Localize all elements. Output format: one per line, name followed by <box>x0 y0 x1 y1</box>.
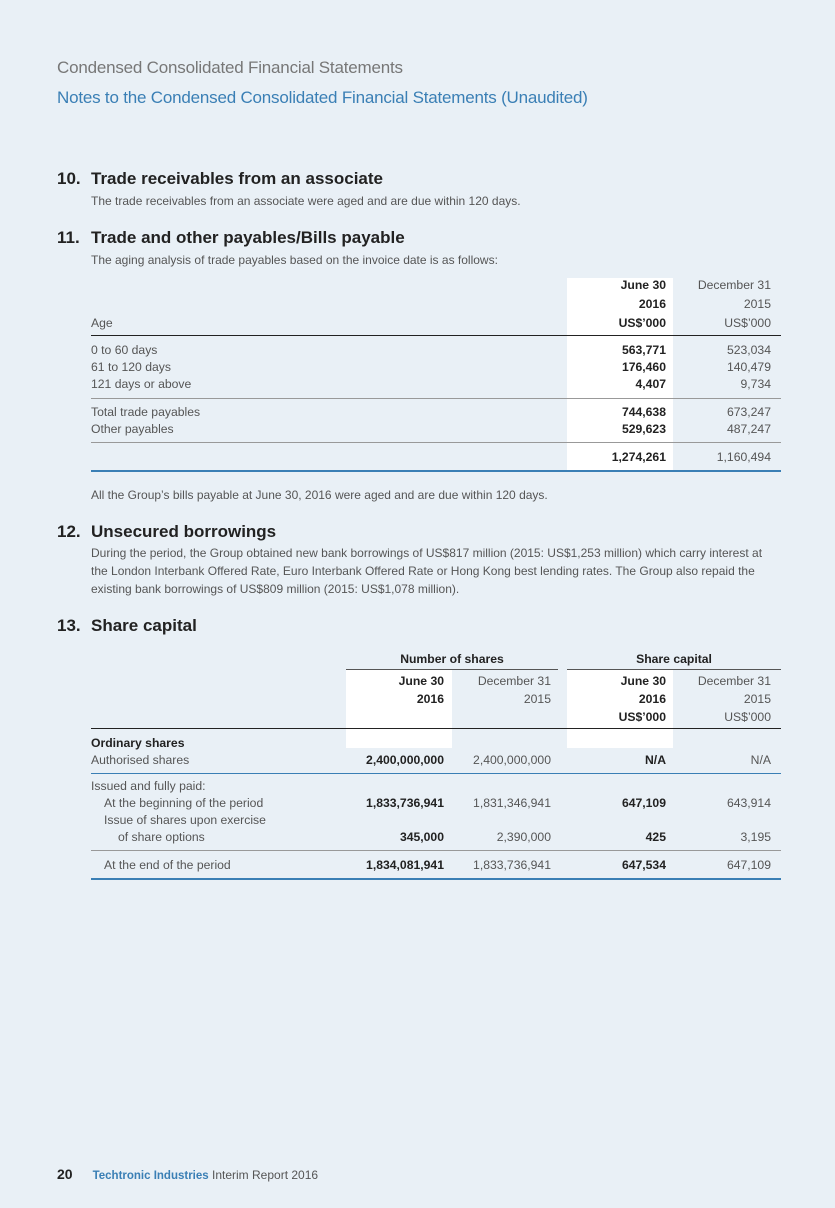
table-row: of share options 345,000 2,390,000 425 3,195 <box>118 830 771 844</box>
row-rule <box>91 398 781 399</box>
section-11-text: The aging analysis of trade payables based on the invoice date is as follows: <box>91 253 498 267</box>
row-rule <box>91 773 781 774</box>
table-row: Issued and fully paid: <box>91 779 206 793</box>
group-header-row: Number of shares Share capital <box>400 652 712 666</box>
total-rule <box>91 470 781 472</box>
page-number: 20 <box>57 1166 73 1182</box>
company-name: Techtronic Industries <box>92 1170 209 1182</box>
section-11-note: All the Group’s bills payable at June 30, 2016 were aged and are due within 120 days. <box>91 488 548 502</box>
table-row: 61 to 120 days 176,460 140,479 <box>91 360 771 374</box>
row-rule <box>91 850 781 851</box>
section-heading-11: 11. Trade and other payables/Bills payable <box>57 228 405 247</box>
report-name: Interim Report 2016 <box>208 1168 319 1182</box>
group-rule <box>346 669 558 670</box>
section-heading-12: 12. Unsecured borrowings <box>57 522 277 541</box>
section-12-text: During the period, the Group obtained new bank borrowings of US$817 million (2015: US$1,253 million) which carry interest at the London Interbank Offered Rate, Euro Interbank Offered Rate or Hong Kong best lending rates. The Group also repaid the existing bank borrowings of US$809 million (2015: US$1,078 million). <box>91 546 763 596</box>
row-rule <box>91 442 781 443</box>
table-header-row: June 30 December 31 <box>620 278 771 292</box>
section-heading-10: 10. Trade receivables from an associate <box>57 169 383 188</box>
section-10-text: The trade receivables from an associate were aged and are due within 120 days. <box>91 194 521 208</box>
table-row: Other payables 529,623 487,247 <box>91 422 771 436</box>
section-heading-13: 13. Share capital <box>57 616 197 635</box>
table-header-row: US$’000 US$’000 <box>618 710 771 724</box>
table-row: Authorised shares 2,400,000,000 2,400,000,000 N/A N/A <box>91 753 771 767</box>
total-rule <box>91 878 781 880</box>
running-header: Condensed Consolidated Financial Statements <box>57 58 403 77</box>
table-header-row: 2016 2015 2016 2015 <box>416 692 771 706</box>
total-row: At the end of the period 1,834,081,941 1,833,736,941 647,534 647,109 <box>104 858 771 872</box>
table-row: 121 days or above 4,407 9,734 <box>91 377 771 391</box>
group-rule <box>567 669 781 670</box>
header-rule <box>91 335 781 336</box>
table-header-row: June 30 December 31 June 30 December 31 <box>398 674 771 688</box>
total-row: 1,274,261 1,160,494 <box>611 450 771 464</box>
table-header-row: Age US$’000 US$’000 <box>91 316 771 330</box>
table-header-row: 2016 2015 <box>638 297 771 311</box>
table-row: Issue of shares upon exercise <box>104 813 266 827</box>
table-row: Total trade payables 744,638 673,247 <box>91 405 771 419</box>
table-row: Ordinary shares <box>91 736 185 750</box>
table-row: At the beginning of the period 1,833,736,941 1,831,346,941 647,109 643,914 <box>104 796 771 810</box>
page-footer <box>57 1166 318 1182</box>
table-row: 0 to 60 days 563,771 523,034 <box>91 343 771 357</box>
running-subheader: Notes to the Condensed Consolidated Financial Statements (Unaudited) <box>57 88 588 107</box>
header-rule <box>91 728 781 729</box>
